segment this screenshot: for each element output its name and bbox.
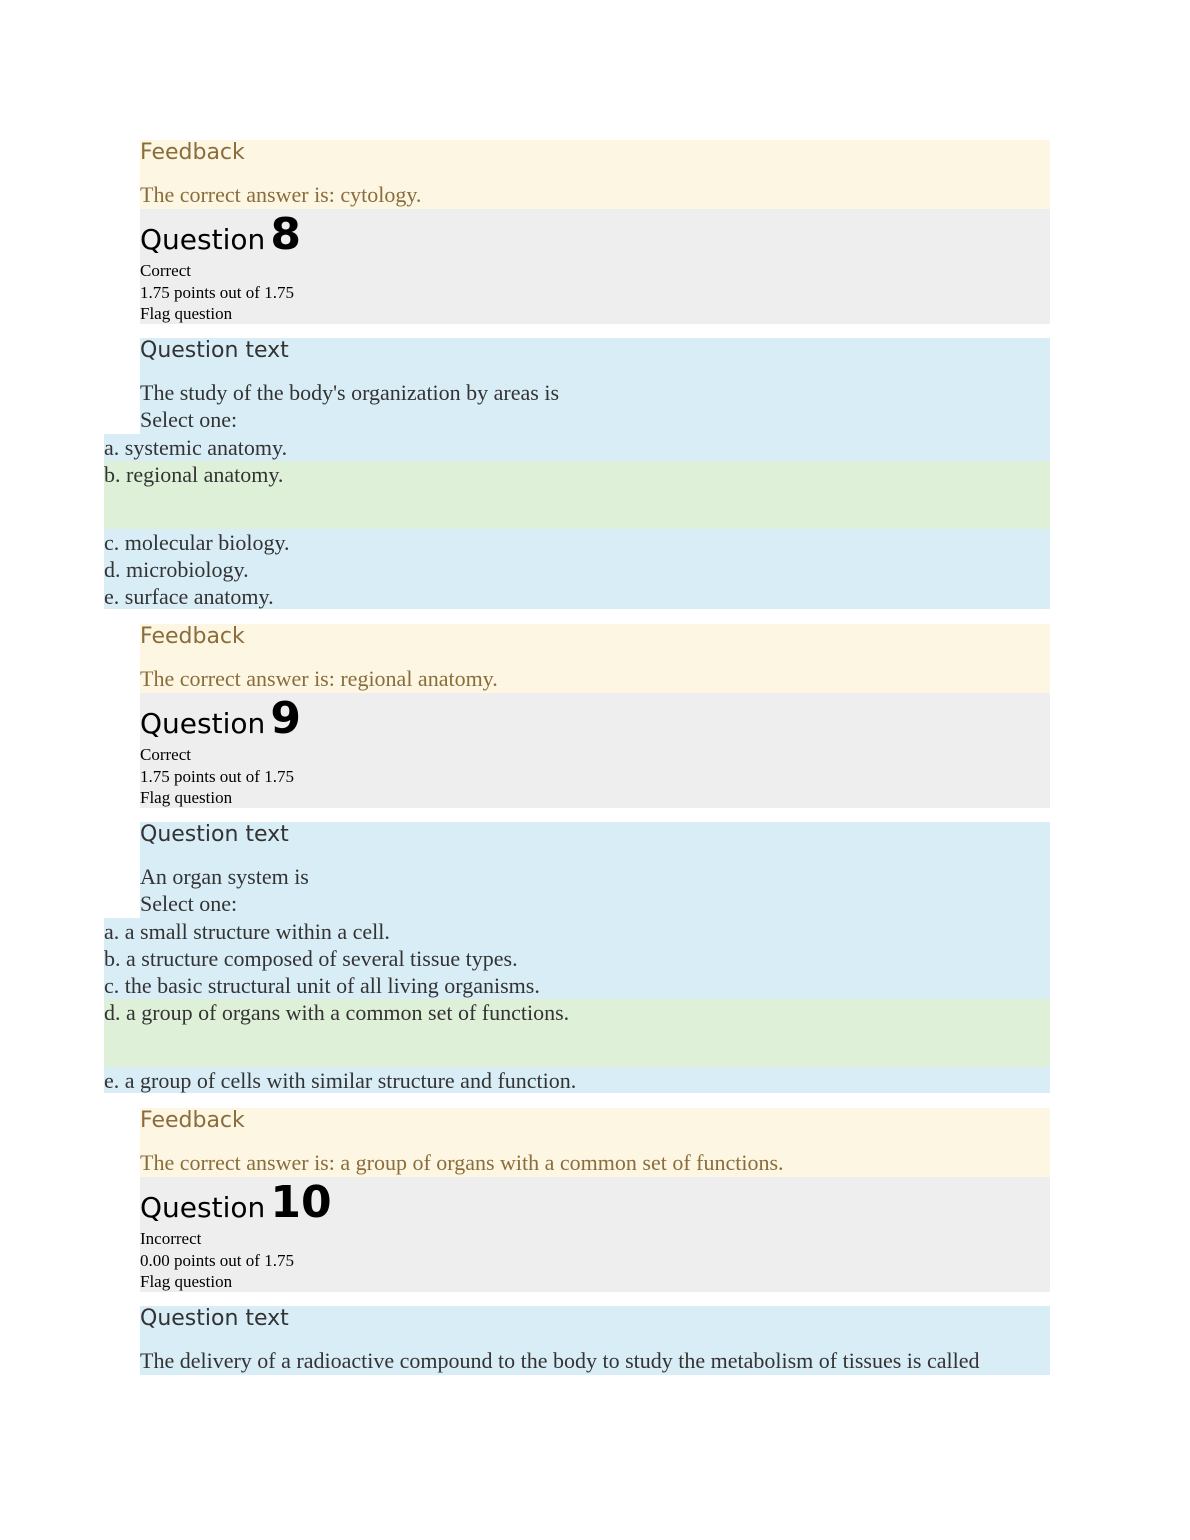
answer-option-a[interactable] [104, 434, 1050, 461]
question-text-heading: Question text [140, 338, 289, 363]
answer-option-label: d. a group of organs with a common set of functions. [104, 1000, 570, 1025]
question-text-9 [140, 822, 1050, 918]
question-status: Correct [140, 745, 191, 764]
flag-question-link[interactable]: Flag question [140, 788, 233, 807]
feedback-q7 [140, 140, 1050, 209]
question-title [140, 693, 301, 750]
answer-option-d[interactable] [104, 999, 1050, 1067]
question-status: Correct [140, 261, 191, 280]
answer-option-label: c. molecular biology. [104, 530, 290, 555]
answer-option-c[interactable] [104, 972, 1050, 999]
feedback-heading: Feedback [140, 1108, 245, 1133]
answer-option-label: a. systemic anatomy. [104, 435, 288, 460]
question-prompt: An organ system is [140, 864, 309, 889]
question-points: 1.75 points out of 1.75 [140, 283, 294, 302]
question-word: Question [140, 1191, 266, 1224]
flag-question-link[interactable]: Flag question [140, 1272, 233, 1291]
feedback-q9 [140, 1108, 1050, 1177]
answer-option-label: b. a structure composed of several tissue types. [104, 946, 518, 971]
question-word: Question [140, 707, 266, 740]
answer-option-label: c. the basic structural unit of all living organisms. [104, 973, 540, 998]
feedback-text: The correct answer is: regional anatomy. [140, 666, 498, 691]
feedback-heading: Feedback [140, 140, 245, 165]
question-info-8 [140, 209, 1050, 324]
question-points: 1.75 points out of 1.75 [140, 767, 294, 786]
question-number: 9 [270, 693, 301, 744]
question-text-10 [140, 1306, 1050, 1375]
feedback-q8 [140, 624, 1050, 693]
answer-option-label: e. a group of cells with similar structure and function. [104, 1068, 577, 1093]
feedback-heading: Feedback [140, 624, 245, 649]
question-text-heading: Question text [140, 822, 289, 847]
answer-option-e[interactable] [104, 583, 1050, 609]
question-info-9 [140, 693, 1050, 808]
question-title [140, 1177, 332, 1234]
question-status: Incorrect [140, 1229, 202, 1248]
answer-option-label: d. microbiology. [104, 557, 249, 582]
question-text-8 [140, 338, 1050, 434]
answer-option-b[interactable] [104, 945, 1050, 972]
feedback-text: The correct answer is: cytology. [140, 182, 422, 207]
question-prompt: The study of the body's organization by areas is [140, 380, 560, 405]
question-number: 8 [270, 209, 301, 260]
feedback-text: The correct answer is: a group of organs with a common set of functions. [140, 1150, 784, 1175]
answer-option-label: b. regional anatomy. [104, 462, 284, 487]
question-prompt: The delivery of a radioactive compound to the body to study the metabolism of tissues is called [140, 1348, 980, 1373]
question-number: 10 [270, 1177, 332, 1228]
select-one-label: Select one: [140, 407, 238, 432]
answer-option-a[interactable] [104, 918, 1050, 945]
answer-option-b[interactable] [104, 461, 1050, 529]
select-one-label: Select one: [140, 891, 238, 916]
question-info-10 [140, 1177, 1050, 1292]
question-title [140, 209, 301, 266]
answer-option-label: a. a small structure within a cell. [104, 919, 390, 944]
question-points: 0.00 points out of 1.75 [140, 1251, 294, 1270]
answer-option-e[interactable] [104, 1067, 1050, 1093]
question-text-heading: Question text [140, 1306, 289, 1331]
answer-option-c[interactable] [104, 529, 1050, 556]
flag-question-link[interactable]: Flag question [140, 304, 233, 323]
question-word: Question [140, 223, 266, 256]
answer-option-label: e. surface anatomy. [104, 584, 274, 609]
answer-option-d[interactable] [104, 556, 1050, 583]
